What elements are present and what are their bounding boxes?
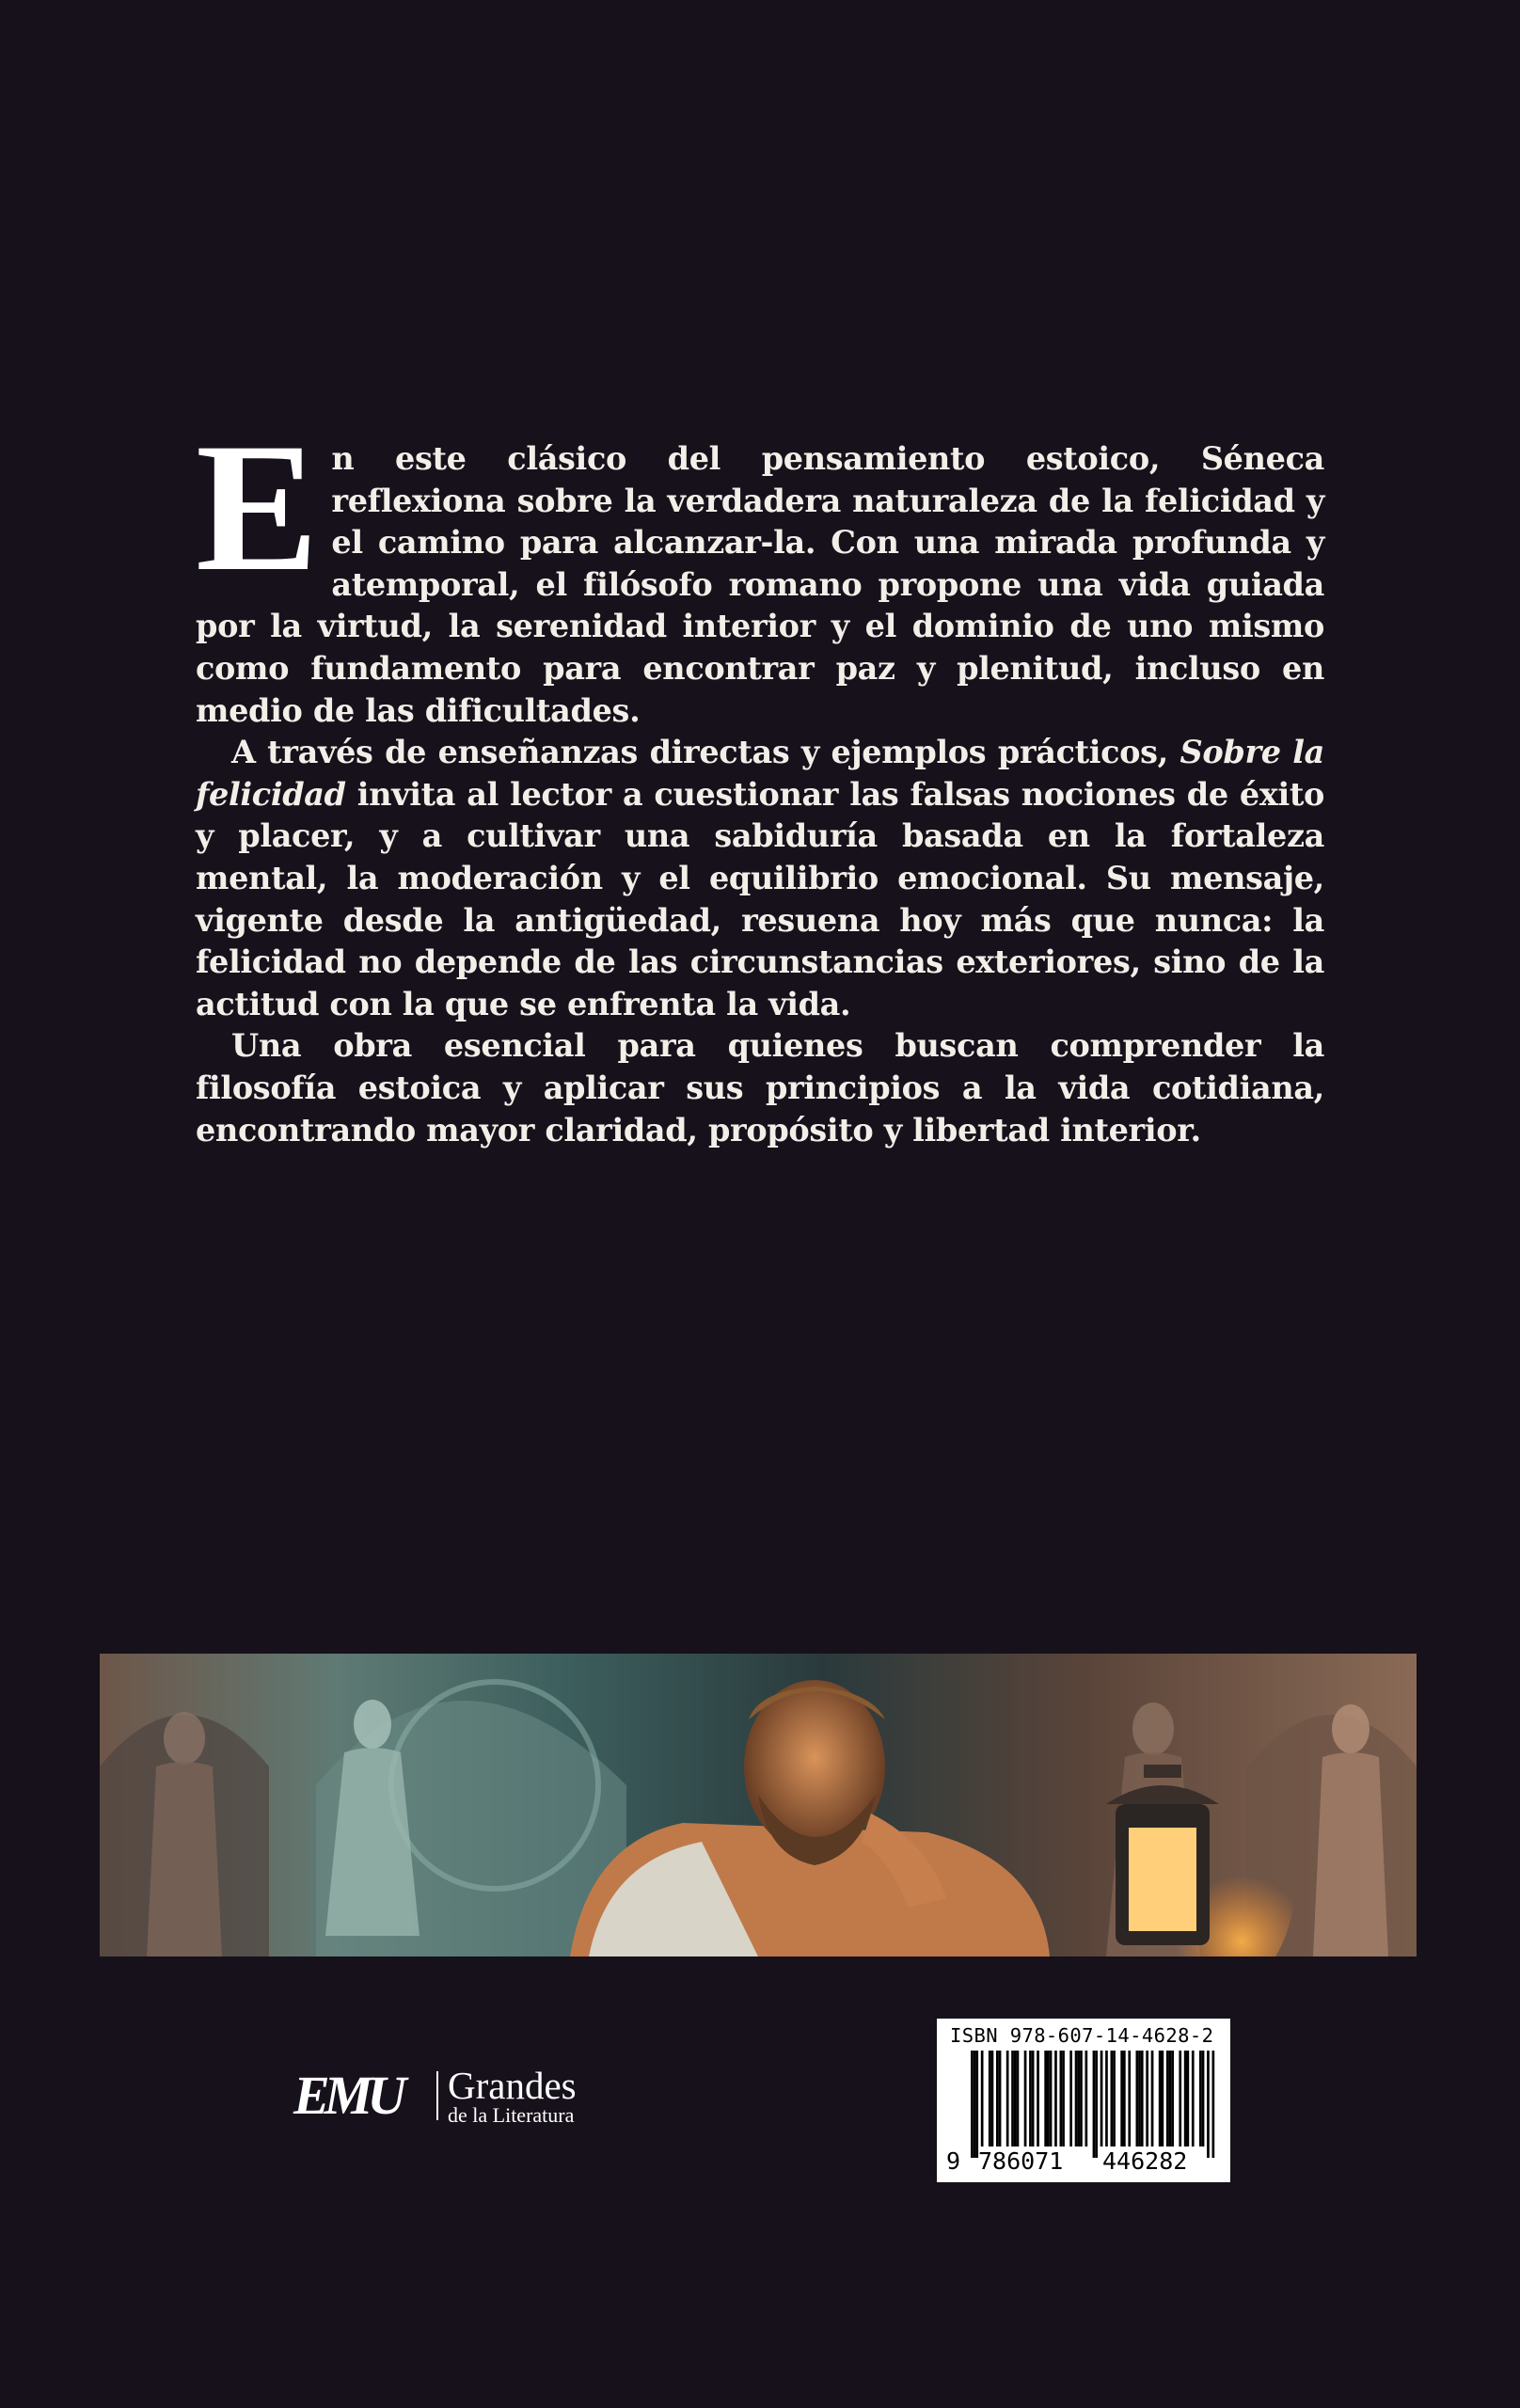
barcode-bar [1105, 2051, 1108, 2147]
barcode-bar [1032, 2051, 1035, 2147]
barcode-bar [1192, 2051, 1195, 2147]
blurb-paragraph-3: Una obra esencial para quienes buscan comprender la filosofía estoica y aplicar sus principios a la vida cotidiana, encontrando mayor claridad, propósito y libertad interior. [196, 1027, 1324, 1149]
barcode-bar [1069, 2051, 1072, 2147]
barcode-bar [1179, 2051, 1181, 2147]
barcode-digit-lead: 9 [946, 2147, 961, 2175]
barcode-bar [1077, 2051, 1080, 2147]
isbn-barcode [937, 2019, 1230, 2182]
barcode-bar [1128, 2051, 1131, 2147]
barcode-bar [1100, 2051, 1103, 2147]
barcode-bar [1202, 2051, 1205, 2147]
barcode-bar [1062, 2051, 1065, 2147]
barcode-bar [1095, 2051, 1098, 2158]
barcode-bar [1113, 2051, 1116, 2147]
isbn-label: ISBN 978-607-14-4628-2 [950, 2024, 1214, 2047]
barcode-bar [1138, 2051, 1141, 2147]
blurb-paragraph-1-text: n este clásico del pensamiento estoico, Séneca reflexiona sobre la verdadera naturaleza de la felicidad y el camino para alcanzar-la. Con una mirada profunda y atemporal, el filósofo romano propone una vida guiada por la virtud, la serenidad interior y el dominio de uno mismo como fundamento para encontrar paz y plenitud, incluso en medio de las dificultades. [196, 440, 1324, 729]
series-subtitle: de la Literatura [448, 2103, 575, 2127]
barcode-bar [1159, 2051, 1162, 2147]
barcode-bar [971, 2051, 974, 2158]
emu-logo-mark: EMU [293, 2065, 402, 2126]
barcode-bar [1141, 2051, 1144, 2147]
barcode-bar [1093, 2051, 1096, 2158]
barcode-bar [1050, 2051, 1053, 2147]
barcode-bar [999, 2051, 1002, 2147]
barcode-bar [1080, 2051, 1083, 2147]
barcode-bar [1166, 2051, 1169, 2147]
barcode-digits-right: 446282 [1102, 2147, 1188, 2175]
blurb-paragraph-2 [196, 732, 1324, 1025]
barcode-bar [1075, 2051, 1078, 2147]
barcode-bar [1169, 2051, 1172, 2147]
barcode-bar [1044, 2051, 1047, 2147]
barcode-bar [1207, 2051, 1210, 2158]
series-title: Grandes [448, 2064, 577, 2107]
barcode-bar [1011, 2051, 1014, 2147]
barcode-bar [1017, 2051, 1020, 2147]
barcode-bar [1014, 2051, 1017, 2147]
barcode-bar [1187, 2051, 1190, 2147]
illustration-image [100, 1654, 1417, 1956]
barcode-bar [1123, 2051, 1126, 2147]
barcode-bar [1146, 2051, 1148, 2147]
barcode-bar [1120, 2051, 1123, 2147]
barcode-digits-left: 786071 [978, 2147, 1064, 2175]
barcode-bar [1199, 2051, 1202, 2147]
seneca-illustration-banner [100, 1654, 1417, 1956]
barcode-bar [1029, 2051, 1032, 2147]
barcode-bar [974, 2051, 976, 2158]
barcode-bar [1054, 2051, 1057, 2147]
barcode-bar [996, 2051, 999, 2147]
logo-divider [436, 2071, 438, 2120]
blurb-paragraph-1 [196, 405, 1324, 732]
barcode-bar [1111, 2051, 1114, 2147]
barcode-bar [1006, 2051, 1009, 2147]
barcode-bar [1037, 2051, 1039, 2147]
barcode-bar [1060, 2051, 1063, 2147]
barcode-bar [975, 2051, 978, 2158]
drop-cap: E [196, 405, 319, 610]
barcode-bar [1047, 2051, 1050, 2147]
barcode-bar [1136, 2051, 1139, 2147]
barcode-bar [1151, 2051, 1154, 2147]
barcode-bar [1162, 2051, 1164, 2147]
barcode-bar [1085, 2051, 1088, 2147]
book-title-italic: Sobre la felicidad [196, 734, 1324, 813]
barcode-bar [1024, 2051, 1027, 2147]
barcode-bar [991, 2051, 994, 2147]
barcode-bar [1212, 2051, 1215, 2158]
blurb-paragraph-2-end: invita al lector a cuestionar las falsas nociones de éxito y placer, y a cultivar una sabiduría basada en la fortaleza mental, la moderación y el equilibrio emocional. Su mensaje, vigente desde la antigüedad, resuena hoy más que nunca: la felicidad no depende de las circunstancias exteriores, sino de la actitud con la que se enfrenta la vida. [196, 775, 1324, 1022]
barcode-bar [989, 2051, 991, 2147]
barcode-bar [1171, 2051, 1174, 2147]
barcode-bar [981, 2051, 984, 2147]
barcode-bar [1184, 2051, 1187, 2147]
back-cover-blurb [196, 405, 1324, 1151]
publisher-logo [293, 2066, 632, 2131]
blurb-paragraph-2-start: A través de enseñanzas directas y ejemplos prácticos, [231, 734, 1180, 771]
